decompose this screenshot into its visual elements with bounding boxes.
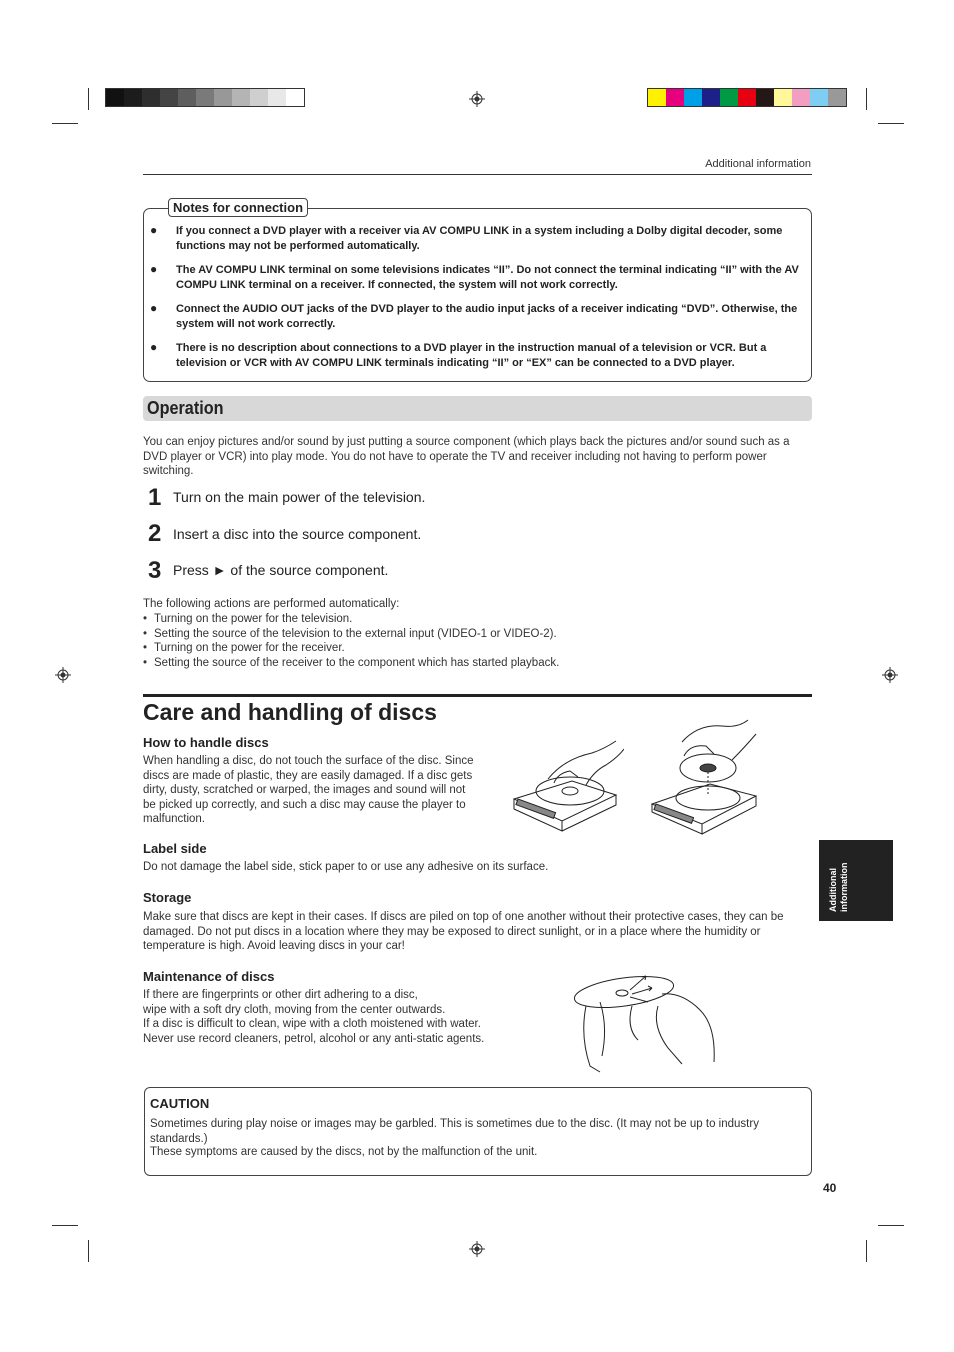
step-text: Press ► of the source component. xyxy=(173,562,389,578)
operation-band xyxy=(143,396,812,421)
swatch xyxy=(684,89,702,106)
notes-item: ● If you connect a DVD player with a receiver via AV COMPU LINK in a system including a Dolby digital decoder, some functions may not be performed automatically. xyxy=(150,224,805,254)
registration-mark-icon xyxy=(55,667,71,683)
step-number: 2 xyxy=(148,520,162,547)
color-bar xyxy=(647,88,847,107)
disc-handling-illustration xyxy=(648,718,760,838)
crop-mark xyxy=(52,123,78,124)
swatch xyxy=(142,89,160,106)
operation-intro: You can enjoy pictures and/or sound by just putting a source component (which plays back the pictures and/or sound such as a DVD player or VCR) into play mode. You do not have to operate the TV and receiver including not having to perform power switching. xyxy=(143,436,790,477)
maint-line: Never use record cleaners, petrol, alcohol or any anti-static agents. xyxy=(143,1032,485,1045)
registration-mark-icon xyxy=(469,1241,485,1257)
swatch xyxy=(738,89,756,106)
running-head: Additional information xyxy=(705,158,811,170)
swatch xyxy=(720,89,738,106)
swatch xyxy=(178,89,196,106)
crop-mark xyxy=(88,88,89,110)
storage-title: Storage xyxy=(143,890,192,905)
registration-mark-icon xyxy=(882,667,898,683)
swatch xyxy=(810,89,828,106)
crop-mark xyxy=(52,1225,78,1226)
page-number: 40 xyxy=(823,1181,837,1195)
operation-title: Operation xyxy=(147,398,224,418)
swatch xyxy=(214,89,232,106)
swatch xyxy=(792,89,810,106)
step-number: 1 xyxy=(148,484,162,511)
swatch xyxy=(124,89,142,106)
maint-line: If there are fingerprints or other dirt adhering to a disc, xyxy=(143,989,418,1001)
swatch xyxy=(268,89,286,106)
caution-text: These symptoms are caused by the discs, not by the malfunction of the unit. xyxy=(150,1146,538,1158)
swatch xyxy=(648,89,666,106)
maint-line: wipe with a soft dry cloth, moving from the center outwards. xyxy=(143,1003,446,1016)
handle-text: When handling a disc, do not touch the surface of the disc. Since discs are made of plastic, they are easily damaged. If a disc gets dirty, dusty, scratched or warped, the images and sound will not be picked up correctly, and such a disc may cause the player to malfunction. xyxy=(143,755,474,825)
storage-text: Make sure that discs are kept in their cases. If discs are piled on top of one another without their protective cases, they can be damaged. Do not put discs in a location where they may be exposed to direct sunlight, or in a place where the humidity or temperature is high. Avoid leaving discs in your car! xyxy=(143,911,784,952)
handle-title: How to handle discs xyxy=(143,735,269,750)
swatch xyxy=(250,89,268,106)
notes-item: ● There is no description about connections to a DVD player in the instruction manual of a television or VCR. But a television or VCR with AV COMPU LINK terminals indicating “II” or “EX” can be connected to a DVD player. xyxy=(150,341,805,371)
side-tab-line: information xyxy=(839,862,849,912)
swatch xyxy=(160,89,178,106)
caution-text: Sometimes during play noise or images may be garbled. This is sometimes due to the disc. (It may not be up to industry standards.) xyxy=(150,1118,759,1145)
notes-item: ● The AV COMPU LINK terminal on some televisions indicates “II”. Do not connect the terminal indicating “II” with the AV COMPU LINK terminal on a receiver. If connected, the system will not work correctly. xyxy=(150,263,805,293)
side-tab xyxy=(819,840,893,921)
list-item: • Turning on the power for the television. xyxy=(143,612,559,627)
list-item: • Setting the source of the receiver to the component which has started playback. xyxy=(143,656,559,671)
caution-title: CAUTION xyxy=(150,1096,210,1111)
header-rule xyxy=(143,174,812,175)
step-number: 3 xyxy=(148,557,162,584)
swatch xyxy=(196,89,214,106)
auto-intro: The following actions are performed automatically: xyxy=(143,598,400,610)
swatch xyxy=(756,89,774,106)
crop-mark xyxy=(866,88,867,110)
auto-actions-list xyxy=(143,612,559,670)
list-item: • Setting the source of the television to the external input (VIDEO-1 or VIDEO-2). xyxy=(143,627,559,642)
notes-title: Notes for connection xyxy=(168,198,308,217)
notes-list xyxy=(150,224,805,380)
swatch xyxy=(828,89,846,106)
crop-mark xyxy=(866,1240,867,1262)
swatch xyxy=(666,89,684,106)
swatch xyxy=(232,89,250,106)
side-tab-label xyxy=(828,842,850,912)
notes-item: ● Connect the AUDIO OUT jacks of the DVD player to the audio input jacks of a receiver indicating “DVD”. Otherwise, the system will not work correctly. xyxy=(150,302,805,332)
crop-mark xyxy=(88,1240,89,1262)
step-text: Insert a disc into the source component. xyxy=(173,526,422,542)
step-text: Turn on the main power of the television. xyxy=(173,489,426,505)
label-title: Label side xyxy=(143,841,207,856)
label-text: Do not damage the label side, stick paper to or use any adhesive on its surface. xyxy=(143,861,549,873)
disc-handling-illustration xyxy=(508,735,624,835)
maint-line: If a disc is difficult to clean, wipe with a cloth moistened with water. xyxy=(143,1018,481,1030)
swatch xyxy=(702,89,720,106)
gray-scale-bar xyxy=(105,88,305,107)
side-tab-line: Additional xyxy=(828,868,838,912)
swatch xyxy=(286,89,304,106)
crop-mark xyxy=(878,1225,904,1226)
crop-mark xyxy=(878,123,904,124)
maint-title: Maintenance of discs xyxy=(143,969,275,984)
care-title: Care and handling of discs xyxy=(143,699,437,725)
swatch xyxy=(774,89,792,106)
disc-cleaning-illustration xyxy=(572,966,722,1076)
list-item: • Turning on the power for the receiver. xyxy=(143,641,559,656)
registration-mark-icon xyxy=(469,91,485,107)
swatch xyxy=(106,89,124,106)
